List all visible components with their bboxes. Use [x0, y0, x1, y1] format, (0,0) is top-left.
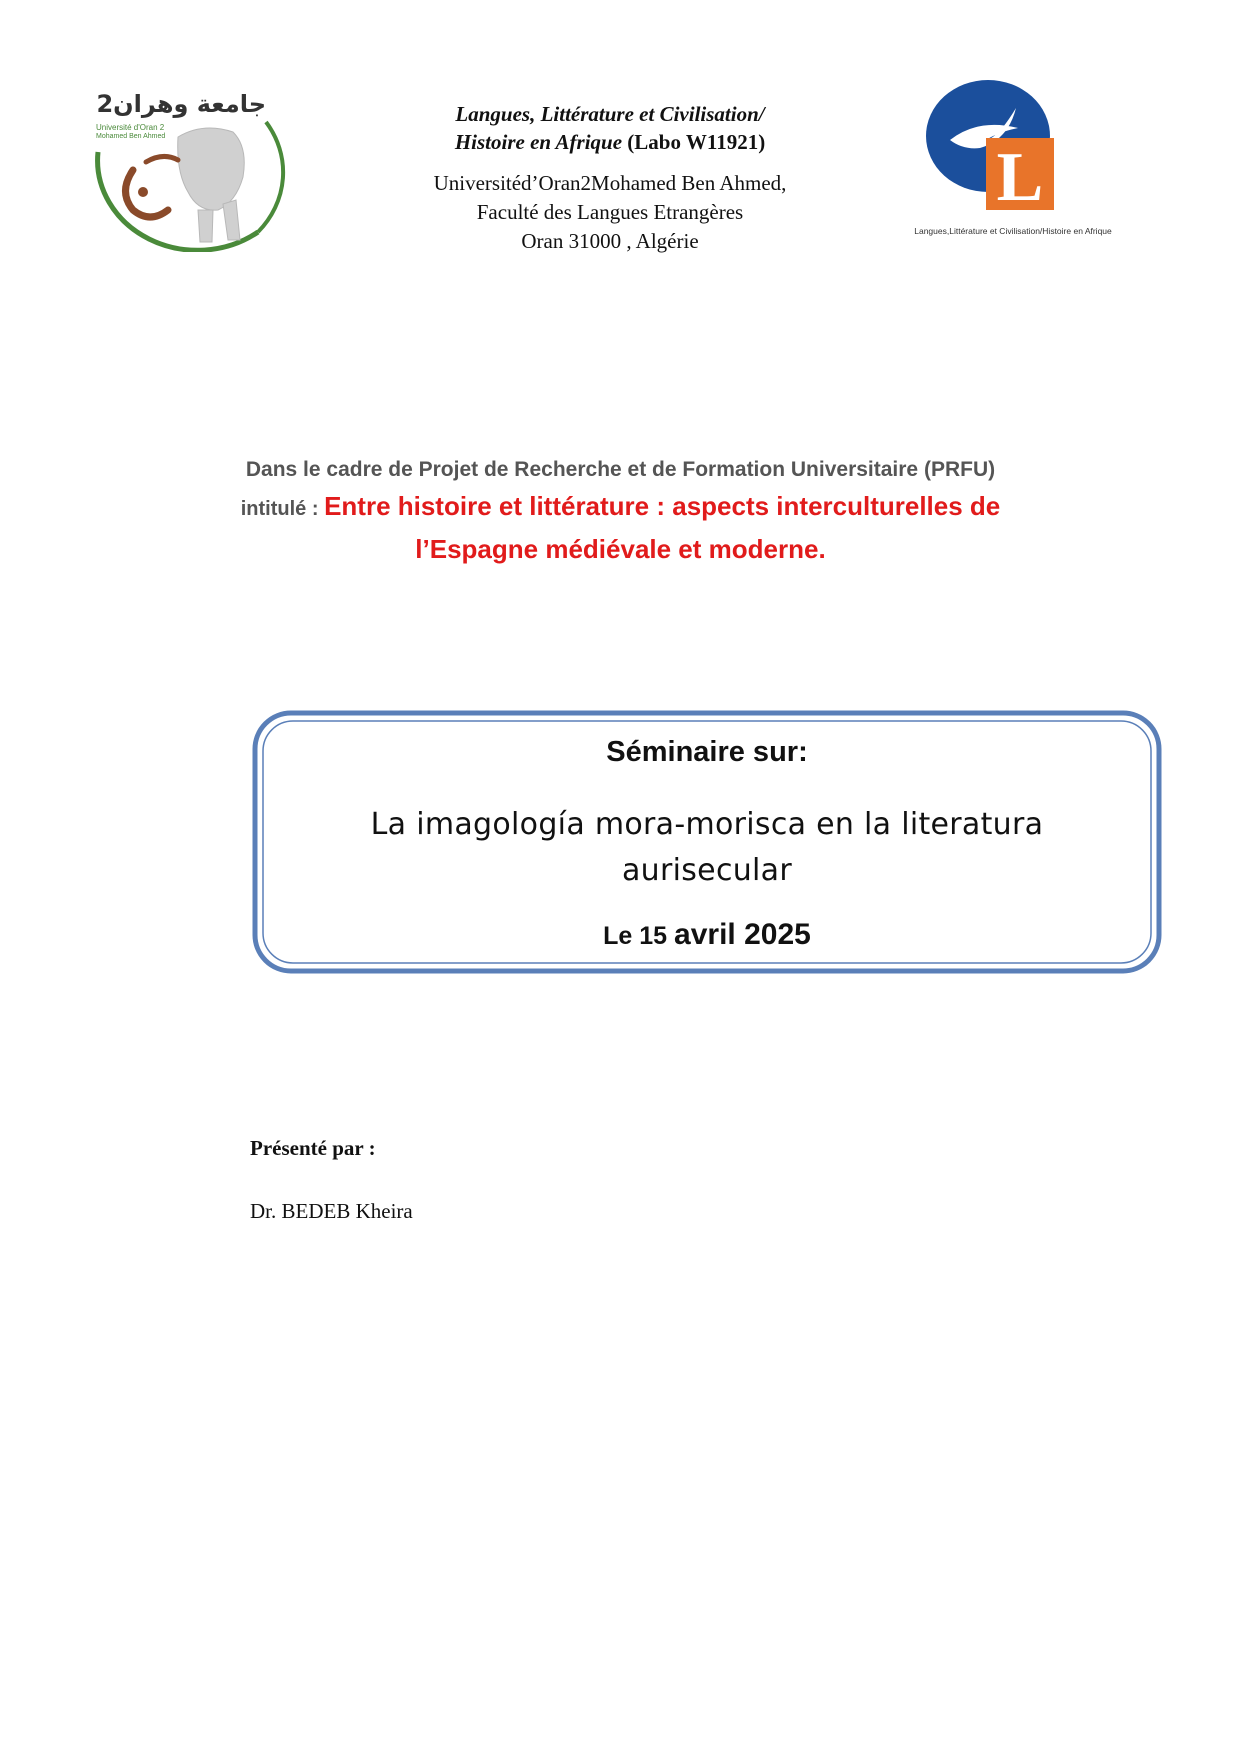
presenter-block [250, 1136, 413, 1224]
logo-latin-text-1: Université d'Oran 2 [96, 123, 165, 132]
project-title-part1: Entre histoire et littérature : aspects interculturelles de [324, 491, 1001, 521]
presenter-name: Dr. BEDEB Kheira [250, 1199, 413, 1223]
project-title-part2: l’Espagne médiévale et moderne. [415, 534, 826, 564]
seminar-topic: La imagología mora-morisca en la literatura aurisecular [370, 807, 1044, 888]
logo-arabic-text: جامعة وهران2 [96, 92, 266, 118]
university-address: Universitéd’Oran2Mohamed Ben Ahmed, Faculté des Langues Etrangères Oran 31000 , Algérie [433, 171, 787, 253]
seminar-date: Le 15 avril 2025 [603, 918, 811, 951]
lab-logo-caption: Langues,Littérature et Civilisation/Histoire en Afrique [914, 226, 1112, 236]
lab-name-line2: Histoire en Afrique (Labo W11921) [454, 130, 766, 154]
logo-latin-text-2: Mohamed Ben Ahmed [96, 133, 166, 140]
lab-logo-letter: L [996, 139, 1044, 216]
project-context: Dans le cadre de Projet de Recherche et de Formation Universitaire (PRFU) [245, 458, 996, 481]
university-logo [88, 92, 303, 252]
intitule-label: intitulé : [240, 498, 325, 520]
presenter-label: Présenté par : [250, 1136, 376, 1160]
seminar-heading: Séminaire sur: [606, 736, 808, 768]
header-block [360, 100, 860, 256]
project-title-line1 [150, 487, 1091, 530]
lab-name-line1: Langues, Littérature et Civilisation/ [455, 102, 765, 126]
project-statement [150, 453, 1091, 568]
lab-logo [868, 78, 1158, 250]
seminar-box [252, 710, 1162, 974]
